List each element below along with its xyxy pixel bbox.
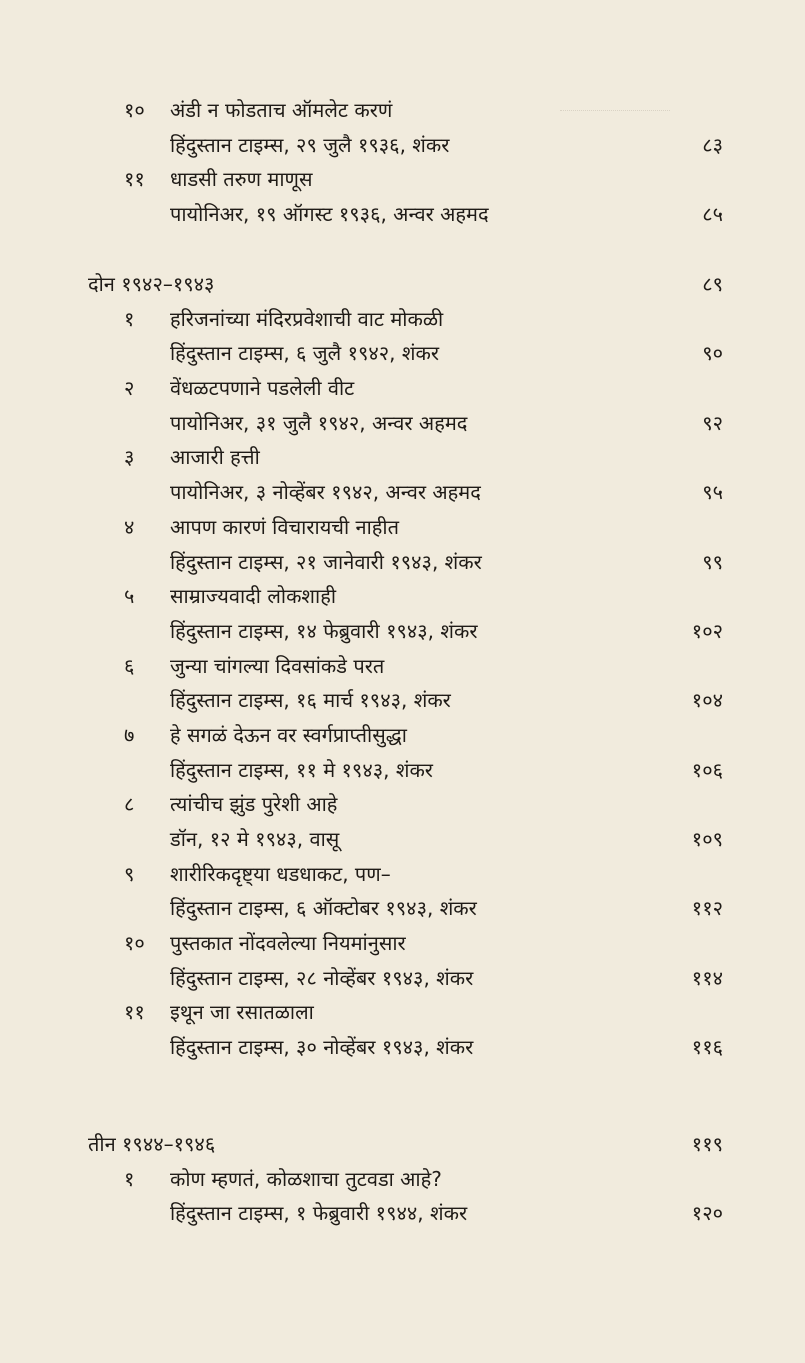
toc-entry-source-row [0,1197,805,1232]
part-page-number: ११९ [691,1132,723,1156]
toc-entry-source-row [0,476,805,511]
entry-title: आपण कारणं विचारायची नाहीत [170,514,400,539]
toc-entry-source-row [0,823,805,858]
entry-page-number: ९९ [702,549,723,574]
toc-entry-title-row [0,303,805,338]
entry-page-number: ९२ [702,410,723,435]
entry-page-number: १२० [691,1201,723,1226]
entry-number: १० [124,931,145,956]
entry-title: हे सगळं देऊन वर स्वर्गप्राप्तीसुद्धा [170,722,407,747]
toc-entry-title-row [0,1163,805,1198]
entry-page-number: ११४ [691,965,723,990]
toc-entry-source-row [0,754,805,789]
toc-entry-source-row [0,615,805,650]
part-heading-row [0,1128,805,1163]
entry-title: जुन्या चांगल्या दिवसांकडे परत [170,653,385,678]
toc-entry-source-row [0,129,805,164]
toc-entry-source-row [0,684,805,719]
entry-number: ५ [124,584,135,609]
entry-number: ६ [124,653,135,678]
part-heading: तीन १९४४–१९४६ [88,1132,216,1156]
entry-source: हिंदुस्तान टाइम्स, ६ जुलै १९४२, शंकर [170,341,440,366]
entry-number: ७ [124,722,135,747]
toc-section-part-three [0,1128,805,1232]
entry-title: शारीरिकदृष्ट्या धडधाकट, पण– [170,861,391,886]
entry-page-number: ८३ [702,132,723,157]
toc-entry-title-row [0,650,805,685]
toc-entry-source-row [0,962,805,997]
part-heading-row [0,268,805,303]
entry-source: हिंदुस्तान टाइम्स, २१ जानेवारी १९४३, शंकर [170,549,482,574]
toc-section-part-two [0,268,805,1066]
entry-number: ११ [124,167,145,192]
entry-number: १ [124,1166,135,1191]
entry-source: हिंदुस्तान टाइम्स, ११ मे १९४३, शंकर [170,757,433,782]
entry-title: आजारी हत्ती [170,445,260,470]
entry-source: पायोनिअर, ३ नोव्हेंबर १९४२, अन्वर अहमद [170,480,481,505]
toc-entry-title-row [0,372,805,407]
entry-number: २ [124,376,135,401]
toc-entry-source-row [0,546,805,581]
entry-source: हिंदुस्तान टाइम्स, २८ नोव्हेंबर १९४३, शंकर [170,965,474,990]
entry-title: पुस्तकात नोंदवलेल्या नियमांनुसार [170,931,406,956]
entry-source: हिंदुस्तान टाइम्स, १ फेब्रुवारी १९४४, शंकर [170,1201,468,1226]
entry-page-number: ८५ [702,202,723,227]
entry-title: हरिजनांच्या मंदिरप्रवेशाची वाट मोकळी [170,306,444,331]
entry-number: ८ [124,792,135,817]
entry-source: डॉन, १२ मे १९४३, वासू [170,827,340,851]
entry-source: हिंदुस्तान टाइम्स, ६ ऑक्टोबर १९४३, शंकर [170,896,477,921]
toc-entry-title-row [0,927,805,962]
entry-title: कोण म्हणतं, कोळशाचा तुटवडा आहे? [170,1166,442,1191]
entry-page-number: १०२ [691,618,723,643]
entry-page-number: ११२ [691,896,723,921]
toc-entry-title-row [0,511,805,546]
entry-source: हिंदुस्तान टाइम्स, १६ मार्च १९४३, शंकर [170,688,451,713]
entry-number: ४ [124,514,135,539]
toc-entry-source-row [0,1031,805,1066]
toc-entry-source-row [0,892,805,927]
part-page-number: ८९ [702,272,723,296]
entry-page-number: १०४ [691,688,723,713]
toc-entry-source-row [0,407,805,442]
entry-page-number: ९५ [702,480,723,505]
entry-title: अंडी न फोडताच ऑमलेट करणं [170,98,393,122]
entry-number: ११ [124,1000,145,1025]
entry-page-number: १०६ [691,757,723,782]
toc-entry-source-row [0,198,805,233]
toc-entry-source-row [0,337,805,372]
toc-entry-title-row [0,441,805,476]
toc-entry-title-row [0,996,805,1031]
entry-number: १ [124,306,135,331]
entry-title: धाडसी तरुण माणूस [170,167,313,192]
entry-source: पायोनिअर, १९ ऑगस्ट १९३६, अन्वर अहमद [170,202,489,227]
entry-page-number: ९० [702,341,723,366]
toc-entry-title-row [0,788,805,823]
entry-page-number: ११६ [691,1035,723,1060]
entry-source: हिंदुस्तान टाइम्स, १४ फेब्रुवारी १९४३, शंकर [170,618,478,643]
entry-title: साम्राज्यवादी लोकशाही [170,584,337,609]
toc-entry-title-row [0,858,805,893]
entry-source: हिंदुस्तान टाइम्स, २९ जुलै १९३६, शंकर [170,132,450,157]
entry-number: १० [124,98,145,122]
entry-source: पायोनिअर, ३१ जुलै १९४२, अन्वर अहमद [170,410,468,435]
entry-number: ९ [124,861,135,886]
toc-entry-title-row [0,580,805,615]
toc-section-continuation [0,94,805,233]
toc-entry-title-row [0,719,805,754]
part-heading: दोन १९४२–१९४३ [88,272,215,296]
entry-title: वेंधळटपणाने पडलेली वीट [170,376,355,401]
entry-source: हिंदुस्तान टाइम्स, ३० नोव्हेंबर १९४३, शंकर [170,1035,474,1060]
toc-entry-title-row [0,94,805,129]
toc-entry-title-row [0,163,805,198]
entry-title: त्यांचीच झुंड पुरेशी आहे [170,792,338,817]
entry-number: ३ [124,445,135,470]
entry-title: इथून जा रसातळाला [170,1000,314,1025]
entry-page-number: १०९ [691,827,723,851]
